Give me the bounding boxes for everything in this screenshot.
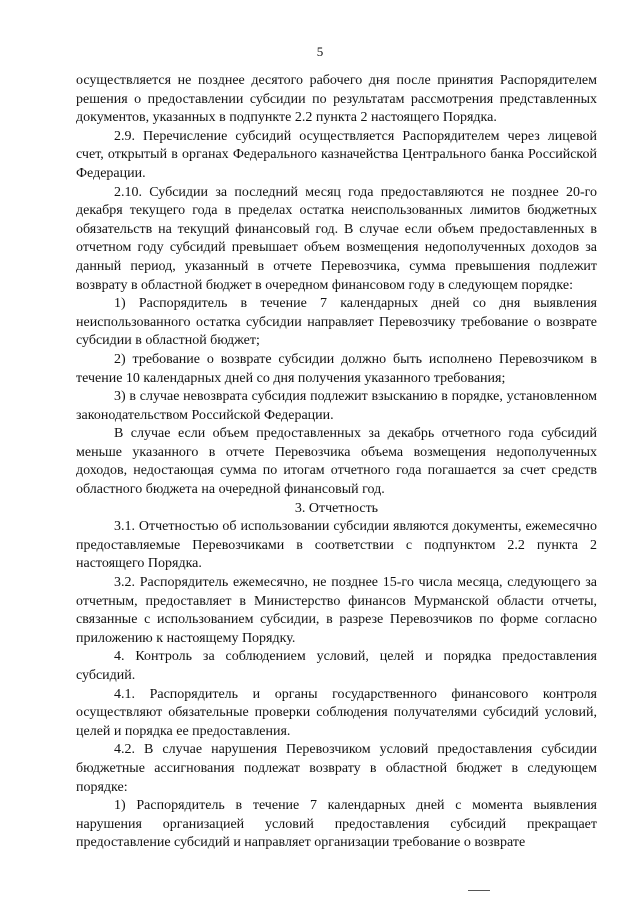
paragraph-december-shortfall: В случае если объем предоставленных за декабрь отчетного года субсидий меньше указанного в отчете Перевозчика объема возмещения недополученных доходов, недостающая сумма по итогам отчетного года погашается за счет средств областного бюджета на очередной финансовый год. — [76, 426, 597, 498]
page-number: 5 — [316, 44, 324, 59]
list-item-3: 3) в случае невозврата субсидия подлежит взысканию в порядке, установленном законодательством Российской Федерации. — [76, 389, 597, 423]
section-heading-reporting: 3. Отчетность — [294, 500, 379, 516]
paragraph-4-control: 4. Контроль за соблюдением условий, целей и порядка предоставления субсидий. — [76, 649, 597, 683]
list-item-2: 2) требование о возврате субсидии должно быть исполнено Перевозчиком в течение 10 календарных дней со дня получения указанного требования; — [76, 351, 597, 386]
paragraph-2-10: 2.10. Субсидии за последний месяц года предоставляются не позднее 20-го декабря текущего года в пределах остатка неиспользованных лимитов бюджетных обязательств на текущий финансовый год. В случае если объем предоставленных в отчетном году субсидий превышает объем возмещения недополученных доходов за данный период, указанный в отчете Перевозчика, сумма превышения подлежит возврату в областной бюджет в очередном финансовом году в следующем порядке: — [76, 184, 597, 293]
paragraph-3-2: 3.2. Распорядитель ежемесячно, не позднее 15-го числа месяца, следующего за отчетным, предоставляет в Министерство финансов Мурманской области отчеты, связанные с использованием субсидии, в разрезе Перевозчиков по форме согласно приложению к настоящему Порядку. — [76, 575, 597, 646]
paragraph-4-2: 4.2. В случае нарушения Перевозчиком условий предоставления субсидии бюджетные ассигнования подлежат возврату в областной бюджет в следующем порядке: — [76, 742, 597, 795]
paragraph-2-9: 2.9. Перечисление субсидий осуществляется Распорядителем через лицевой счет, открытый в органах Федерального казначейства Центрального банка Российской Федерации. — [76, 128, 597, 181]
paragraph-3-1: 3.1. Отчетностью об использовании субсидии являются документы, ежемесячно предоставляемые Перевозчиками в соответствии с подпунктом 2.2 пункта 2 настоящего Порядка. — [76, 519, 597, 572]
paragraph-continuation: осуществляется не позднее десятого рабочего дня после принятия Распорядителем решения о предоставлении субсидии по результатам рассмотрения представленных документов, указанных в подпункте 2.2 пункта 2 настоящего Порядка. — [76, 73, 597, 126]
scan-mark — [468, 890, 490, 891]
paragraph-4-1: 4.1. Распорядитель и органы государственного финансового контроля осуществляют обязательные проверки соблюдения получателями субсидий условий, целей и порядка ее предоставления. — [76, 686, 597, 739]
document-body — [76, 72, 597, 853]
list-item-4-2-1: 1) Распорядитель в течение 7 календарных дней с момента выявления нарушения организацией условий предоставления субсидий прекращает предоставление субсидий и направляет организации требование о возврате — [76, 798, 597, 851]
list-item-1: 1) Распорядитель в течение 7 календарных дней со дня выявления неиспользованного остатка субсидии направляет Перевозчику требование о возврате субсидии в областной бюджет; — [76, 296, 597, 349]
